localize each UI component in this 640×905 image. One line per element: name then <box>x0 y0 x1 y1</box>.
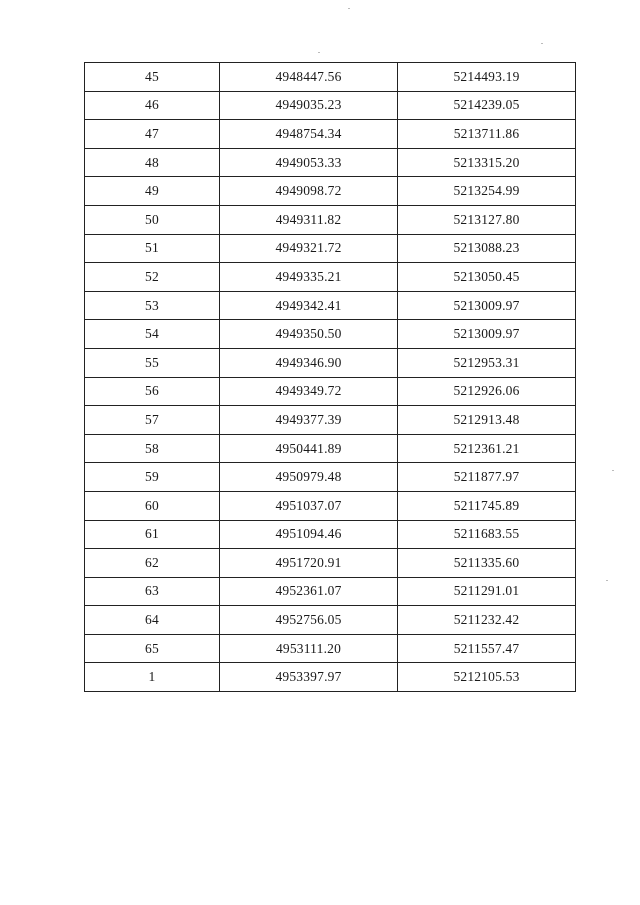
x-coordinate-cell: 4948447.56 <box>220 63 398 92</box>
y-coordinate-cell: 5213050.45 <box>398 263 576 292</box>
y-coordinate-cell: 5213315.20 <box>398 148 576 177</box>
point-number-cell: 58 <box>85 434 220 463</box>
table-row <box>85 291 576 320</box>
table-row <box>85 348 576 377</box>
table-row <box>85 663 576 692</box>
scan-speck <box>612 470 614 471</box>
y-coordinate-cell: 5212361.21 <box>398 434 576 463</box>
table-row <box>85 549 576 578</box>
point-number-cell: 59 <box>85 463 220 492</box>
x-coordinate-cell: 4953111.20 <box>220 634 398 663</box>
y-coordinate-cell: 5213254.99 <box>398 177 576 206</box>
scan-speck <box>318 52 320 53</box>
table-row <box>85 320 576 349</box>
y-coordinate-cell: 5211745.89 <box>398 491 576 520</box>
point-number-cell: 50 <box>85 205 220 234</box>
x-coordinate-cell: 4953397.97 <box>220 663 398 692</box>
x-coordinate-cell: 4950441.89 <box>220 434 398 463</box>
coordinates-table <box>84 62 576 692</box>
y-coordinate-cell: 5211291.01 <box>398 577 576 606</box>
y-coordinate-cell: 5213009.97 <box>398 320 576 349</box>
point-number-cell: 57 <box>85 406 220 435</box>
y-coordinate-cell: 5211877.97 <box>398 463 576 492</box>
point-number-cell: 55 <box>85 348 220 377</box>
x-coordinate-cell: 4949035.23 <box>220 91 398 120</box>
scan-speck <box>348 8 350 9</box>
x-coordinate-cell: 4949349.72 <box>220 377 398 406</box>
x-coordinate-cell: 4952756.05 <box>220 606 398 635</box>
table-row <box>85 491 576 520</box>
x-coordinate-cell: 4949346.90 <box>220 348 398 377</box>
table-row <box>85 148 576 177</box>
point-number-cell: 51 <box>85 234 220 263</box>
y-coordinate-cell: 5212913.48 <box>398 406 576 435</box>
y-coordinate-cell: 5211335.60 <box>398 549 576 578</box>
point-number-cell: 56 <box>85 377 220 406</box>
table-row <box>85 434 576 463</box>
table-row <box>85 205 576 234</box>
scan-speck <box>606 580 608 581</box>
table-row <box>85 91 576 120</box>
table-row <box>85 406 576 435</box>
point-number-cell: 53 <box>85 291 220 320</box>
table-row <box>85 177 576 206</box>
x-coordinate-cell: 4951037.07 <box>220 491 398 520</box>
y-coordinate-cell: 5211683.55 <box>398 520 576 549</box>
y-coordinate-cell: 5211232.42 <box>398 606 576 635</box>
y-coordinate-cell: 5211557.47 <box>398 634 576 663</box>
y-coordinate-cell: 5212105.53 <box>398 663 576 692</box>
point-number-cell: 62 <box>85 549 220 578</box>
scan-speck <box>541 43 543 44</box>
x-coordinate-cell: 4949342.41 <box>220 291 398 320</box>
y-coordinate-cell: 5214493.19 <box>398 63 576 92</box>
point-number-cell: 64 <box>85 606 220 635</box>
y-coordinate-cell: 5213009.97 <box>398 291 576 320</box>
table-row <box>85 634 576 663</box>
point-number-cell: 54 <box>85 320 220 349</box>
x-coordinate-cell: 4949321.72 <box>220 234 398 263</box>
table-row <box>85 120 576 149</box>
point-number-cell: 48 <box>85 148 220 177</box>
table-row <box>85 520 576 549</box>
y-coordinate-cell: 5212926.06 <box>398 377 576 406</box>
x-coordinate-cell: 4950979.48 <box>220 463 398 492</box>
point-number-cell: 60 <box>85 491 220 520</box>
x-coordinate-cell: 4949350.50 <box>220 320 398 349</box>
point-number-cell: 47 <box>85 120 220 149</box>
x-coordinate-cell: 4951720.91 <box>220 549 398 578</box>
x-coordinate-cell: 4949053.33 <box>220 148 398 177</box>
x-coordinate-cell: 4951094.46 <box>220 520 398 549</box>
table-row <box>85 263 576 292</box>
point-number-cell: 46 <box>85 91 220 120</box>
x-coordinate-cell: 4949098.72 <box>220 177 398 206</box>
point-number-cell: 61 <box>85 520 220 549</box>
y-coordinate-cell: 5213127.80 <box>398 205 576 234</box>
point-number-cell: 49 <box>85 177 220 206</box>
point-number-cell: 65 <box>85 634 220 663</box>
table-row <box>85 606 576 635</box>
x-coordinate-cell: 4949377.39 <box>220 406 398 435</box>
x-coordinate-cell: 4948754.34 <box>220 120 398 149</box>
y-coordinate-cell: 5213711.86 <box>398 120 576 149</box>
point-number-cell: 45 <box>85 63 220 92</box>
x-coordinate-cell: 4952361.07 <box>220 577 398 606</box>
table-row <box>85 463 576 492</box>
y-coordinate-cell: 5213088.23 <box>398 234 576 263</box>
x-coordinate-cell: 4949311.82 <box>220 205 398 234</box>
table-row <box>85 577 576 606</box>
y-coordinate-cell: 5214239.05 <box>398 91 576 120</box>
y-coordinate-cell: 5212953.31 <box>398 348 576 377</box>
point-number-cell: 1 <box>85 663 220 692</box>
table-row <box>85 377 576 406</box>
x-coordinate-cell: 4949335.21 <box>220 263 398 292</box>
point-number-cell: 63 <box>85 577 220 606</box>
table-row <box>85 234 576 263</box>
point-number-cell: 52 <box>85 263 220 292</box>
table-row <box>85 63 576 92</box>
coordinates-table-body <box>85 63 576 692</box>
